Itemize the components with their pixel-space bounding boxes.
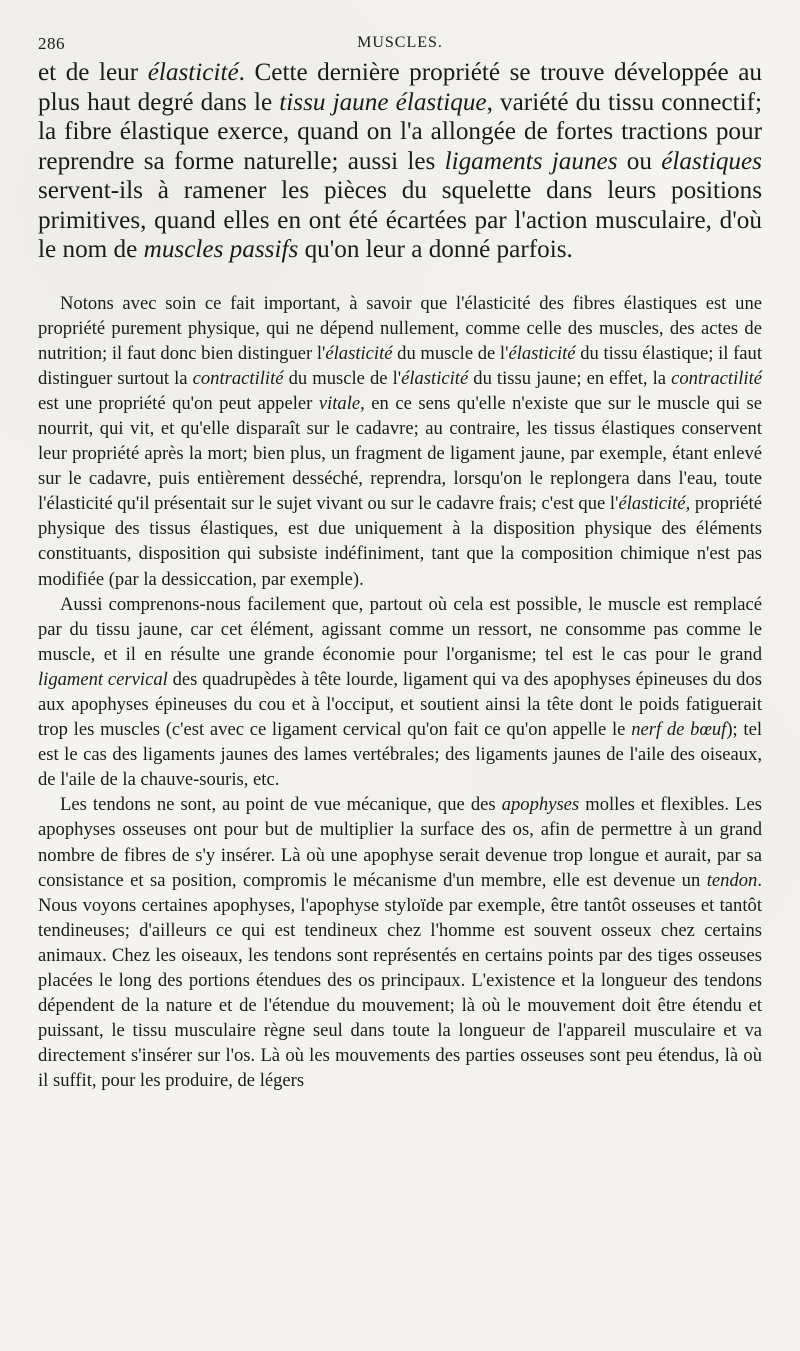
italic-term: muscles passifs bbox=[143, 236, 299, 263]
page-number: 286 bbox=[38, 34, 65, 53]
text-span: servent-ils à ramener les pièces du squelette dans leurs positions primitives, quand elles en ont été écartées par l'action musculaire, d'où le nom de bbox=[38, 177, 762, 263]
text-span: . Cette dernière propriété se trouve développée au plus haut degré dans le bbox=[38, 59, 762, 116]
italic-term: élastiques bbox=[661, 147, 762, 175]
running-header bbox=[38, 28, 762, 58]
text-span: est une propriété qu'on peut appeler bbox=[38, 392, 319, 414]
italic-term: ligament cervical bbox=[38, 668, 168, 690]
italic-term: tendon bbox=[706, 869, 758, 891]
text-span: qu'on leur a donné parfois. bbox=[298, 236, 573, 263]
italic-term: élasticité bbox=[508, 342, 576, 364]
italic-term: ligaments jaunes bbox=[444, 147, 618, 175]
lead-paragraph-text bbox=[38, 58, 762, 265]
italic-term: contractilité bbox=[671, 367, 762, 389]
text-span: molles et flexibles. Les apophyses osseuses ont pour but de multiplier la surface des os, afin de permettre à un grand nombre de fibres de s'y insérer. Là où une apophyse serait devenue trop longue et aurait, par sa consistance et sa position, compromis le mécanisme d'un membre, elle est devenue un bbox=[38, 794, 762, 891]
italic-term: apophyses bbox=[501, 794, 580, 816]
text-span: . Nous voyons certaines apophyses, l'apophyse styloïde par exemple, être tantôt osseuses et tantôt tendineuses; d'ailleurs ce qui est tendineux chez l'homme est souvent osseux chez certains animaux. Chez les oiseaux, les tendons sont représentés en certains points par des tiges osseuses placées le long des portions étendues des os principaux. L'existence et la longueur des tendons dépendent de la nature et de l'étendue du mouvement; là où le mouvement doit être étendu et puissant, le tissu musculaire règne seul dans toute la longueur de l'appareil musculaire et va directement s'insérer sur l'os. Là où les mouvements des parties osseuses sont peu étendus, là où il suffit, pour les produire, de légers bbox=[38, 869, 762, 1092]
italic-term: vitale bbox=[318, 392, 361, 414]
text-span: ); tel est le cas des ligaments jaunes des lames vertébrales; des ligaments jaunes de l'aile des oiseaux, de l'aile de la chauve-souris, etc. bbox=[38, 719, 763, 791]
text-span: ou bbox=[617, 147, 662, 175]
text-span: , variété du tissu connectif; la fibre élastique exerce, quand on l'a allongée de fortes tractions pour reprendre sa forme naturelle; aussi les bbox=[38, 88, 762, 175]
text-span: du tissu jaune; en effet, la bbox=[468, 367, 672, 389]
paragraph-elasticity-physical bbox=[38, 291, 762, 592]
body-text bbox=[38, 291, 762, 1094]
text-span: du tissu élastique; il faut distinguer surtout la bbox=[38, 342, 762, 389]
text-span: et de leur bbox=[38, 59, 148, 86]
paragraph-yellow-tissue bbox=[38, 592, 762, 793]
italic-term: élasticité bbox=[147, 59, 239, 86]
italic-term: élasticité bbox=[618, 493, 686, 515]
lead-paragraph bbox=[38, 58, 762, 265]
text-span: Les tendons ne sont, au point de vue mécanique, que des bbox=[60, 794, 502, 816]
italic-term: élasticité bbox=[401, 367, 469, 389]
italic-term: élasticité bbox=[325, 342, 393, 364]
text-span: des quadrupèdes à tête lourde, ligament qui va des apophyses épineuses du dos aux apophyses épineuses du cou et à l'occiput, et soutient ainsi la tête dont le poids fatiguerait trop les muscles (c'est avec ce ligament cervical qu'on fait ce qu'on appelle le bbox=[38, 668, 763, 741]
paragraph-tendons bbox=[38, 792, 762, 1093]
running-title: MUSCLES. bbox=[357, 34, 443, 51]
text-span: du muscle de l' bbox=[392, 342, 509, 364]
italic-term: tissu jaune élastique bbox=[279, 88, 487, 116]
text-span: Notons avec soin ce fait important, à savoir que l'élasticité des fibres élastiques est une propriété purement physique, qui ne dépend nullement, comme celle des muscles, des actes de nutrition; il faut donc bien distinguer l' bbox=[38, 292, 762, 364]
italic-term: contractilité bbox=[192, 367, 284, 389]
italic-term: nerf de bœuf bbox=[631, 719, 727, 741]
text-span: , propriété physique des tissus élastiques, est due uniquement à la disposition physique des éléments constituants, disposition qui subsiste indéfiniment, tant que la composition chimique n'est pas modifiée (par la dessiccation, par exemple). bbox=[38, 493, 762, 590]
text-span: Aussi comprenons-nous facilement que, partout où cela est possible, le muscle est remplacé par du tissu jaune, car cet élément, agissant comme un ressort, ne consomme pas comme le muscle, et il en résulte une grande économie pour l'organisme; tel est le cas pour le grand bbox=[38, 593, 762, 665]
text-span: , en ce sens qu'elle n'existe que sur le muscle qui se nourrit, qui vit, et qu'elle disparaît sur le cadavre; au contraire, les tissus élastiques conservent leur propriété après la mort; bien plus, un fragment de ligament jaune, par exemple, étant enlevé sur le cadavre, puis entièrement desséché, reprendra, lorsqu'on le replongera dans l'eau, toute l'élasticité qu'il présentait sur le sujet vivant ou sur le cadavre frais; c'est que l' bbox=[38, 392, 763, 515]
text-span: du muscle de l' bbox=[283, 367, 402, 389]
